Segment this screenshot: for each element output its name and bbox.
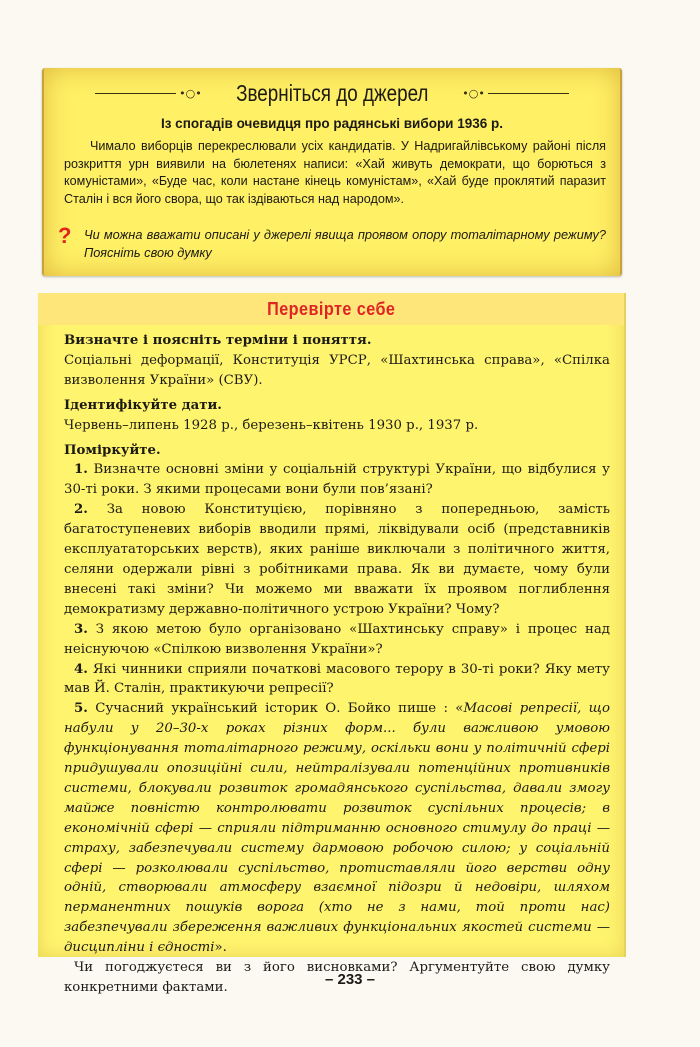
source-box (42, 68, 622, 276)
source-question-text: Чи можна вважати описані у джерелі явища проявом опору тоталітарному режиму? Поясніть свою думку (84, 227, 606, 260)
source-question (58, 223, 606, 261)
source-subtitle: Із спогадів очевидця про радянські вибори 1936 р. (160, 116, 504, 131)
ornament-right: •○• (459, 87, 569, 100)
check-header (38, 293, 624, 325)
source-text: Чимало виборців перекреслювали усіх кандидатів. У Надригайлівському районі після розкриття урн виявили на бюлетенях написи: «Хай живуть демократи, що борються з комуністами», «Буде час, коли настане кінець комуністам», «Хай буде проклятий паразит Сталін і вся його свора, що так іздіваються над народом». (64, 139, 606, 206)
question-5-intro: Сучасний український історик О. Бойко пише : « (95, 701, 464, 717)
page-number: – 233 – (324, 971, 376, 988)
question-item (64, 460, 610, 500)
question-number: 1. (74, 462, 88, 478)
question-text: Які чинники сприяли початкові масового терору в 30-ті роки? Яку мету мав Й. Сталін, практикуючи репресії? (64, 661, 610, 697)
question-number: 5. (74, 701, 88, 717)
dates-heading: Ідентифікуйте дати. (64, 397, 222, 413)
question-item (64, 660, 610, 700)
question-item-5 (64, 699, 610, 958)
boyko-quote: Масові репресії, що набули у 20–30-х роках різних форм... були важливою умовою функціонування тоталітарного режиму, оскільки вони у політичній сфері придушували опозиційні сили, нейтралізували потенційних противників системи, блокували розвиток громадянського суспільства, давали змогу майже повністю контролювати розвиток суспільних процесів; в економічній сфері — сприяли підтриманню основного стимулу до праці — страху, забезпечували систему дармовою робочою силою; у соціальній сфері — розколювали суспільство, протиставляли його верстви одну одній, створювали атмосферу взаємної підозри й недовіри, шляхом перманентних пошуків ворога (хто не з нами, той проти нас) забезпечували збереження важливих функціональних якостей системи — дисципліни і єдності (64, 701, 610, 956)
ornament-left: •○• (95, 87, 205, 100)
check-body (64, 331, 610, 998)
terms-text: Соціальні деформації, Конституція УРСР, «Шахтинська справа», «Спілка визволення України» (СВУ). (64, 352, 610, 388)
source-header (44, 76, 620, 110)
closing-question: Чи погоджуєтеся ви з його висновками? Аргументуйте свою думку конкретними фактами. (64, 960, 610, 995)
question-number: 3. (74, 621, 88, 637)
question-text: Визначте основні зміни у соціальній структурі України, що відбулися у 30-ті роки. З якими процесами вони були пов’язані? (64, 462, 610, 498)
think-heading: Поміркуйте. (64, 442, 161, 458)
question-item (64, 620, 610, 660)
question-text: За новою Конституцією, порівняно з попередньою, замість багатоступеневих виборів вводили прямі, ліквідували осіб (представників експлуататорських верств), яких раніше виключали з політичного життя, селяни одержали рівні з робітниками права. Як ви думаєте, чому були внесені такі зміни? Чи можемо ми вважати їх проявом поглиблення демократизму державно-політичного устрою України? Чому? (64, 502, 610, 617)
question-number: 2. (74, 502, 88, 518)
dates-text: Червень–липень 1928 р., березень–квітень 1930 р., 1937 р. (64, 417, 479, 433)
question-text: З якою метою було організовано «Шахтинську справу» і процес над неіснуючою «Спілкою визволення України»? (64, 621, 610, 657)
question-number: 4. (74, 661, 88, 677)
terms-heading: Визначте і поясніть терміни і поняття. (64, 333, 372, 348)
quote-close: ». (214, 940, 227, 956)
source-title: Зверніться до джерел (235, 79, 429, 106)
question-item (64, 500, 610, 619)
question-mark-icon: ? (58, 223, 72, 248)
check-title: Перевірте себе (266, 298, 396, 319)
